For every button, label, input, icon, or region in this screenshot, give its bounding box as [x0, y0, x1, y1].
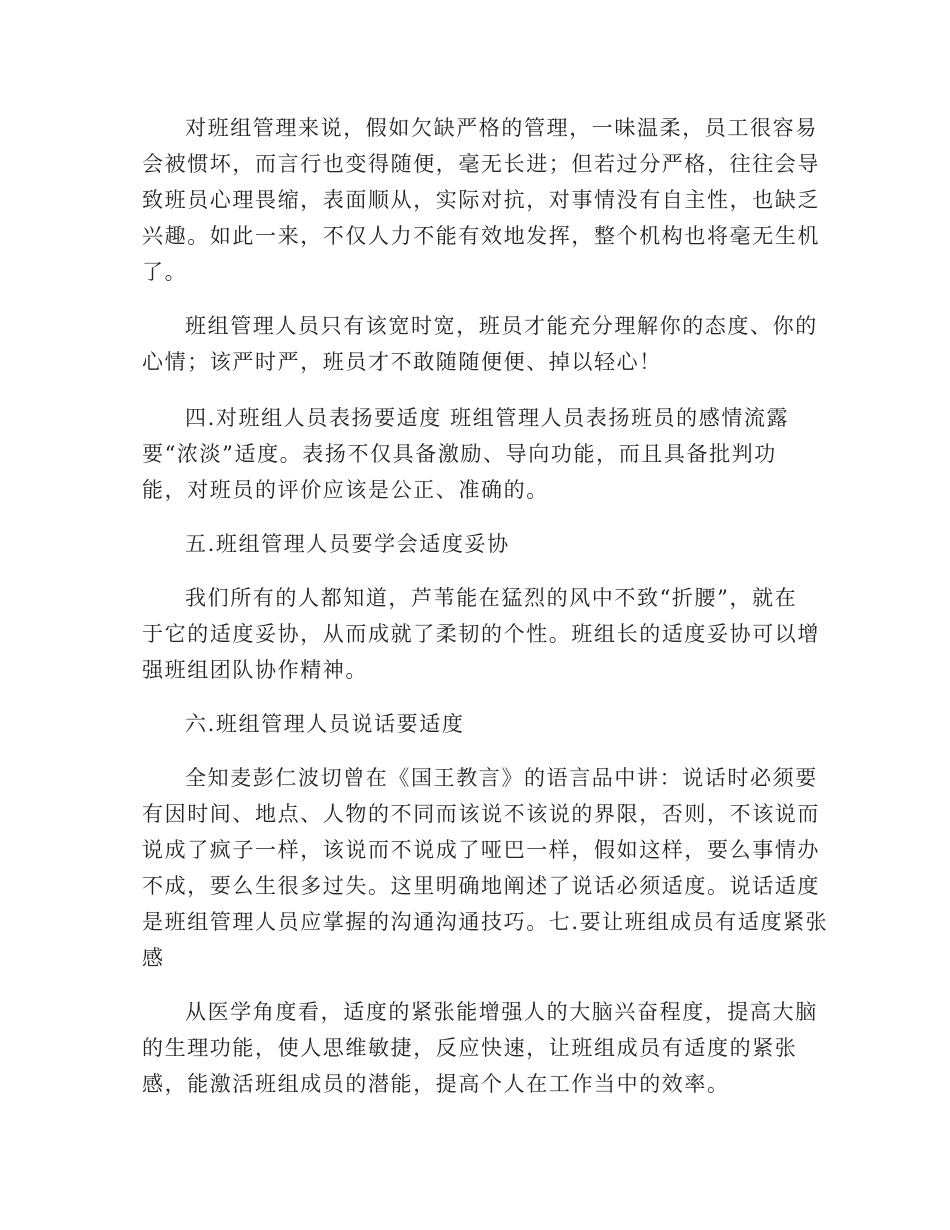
text-line: 有因时间、地点、人物的不同而该说不该说的界限，否则，不该说而: [142, 802, 820, 826]
text-line: 班组管理人员只有该宽时宽，班员才能充分理解你的态度、你的: [185, 314, 818, 338]
text-line: 感，能激活班组成员的潜能，提高个人在工作当中的效率。: [142, 1072, 730, 1096]
text-line: 要“浓淡”适度。表扬不仅具备激励、导向功能，而且具备批判功: [142, 442, 777, 466]
paragraph-speech: [142, 760, 829, 976]
text-line: 对班组管理来说，假如欠缺严格的管理，一味温柔，员工很容易: [185, 116, 818, 140]
text-line: 的生理功能，使人思维敏捷，反应快速，让班组成员有适度的紧张: [142, 1036, 798, 1060]
paragraph-discipline: [142, 110, 820, 290]
text-line: 感: [142, 946, 165, 970]
text-line: 致班员心理畏缩，表面顺从，实际对抗，对事情没有自主性，也缺乏: [142, 188, 820, 212]
paragraph-leniency: [142, 308, 818, 380]
text-line: 说成了疯子一样，该说而不说成了哑巴一样，假如这样，要么事情办: [142, 838, 820, 862]
text-line: 心情；该严时严，班员才不敢随随便便、掉以轻心！: [142, 350, 662, 374]
text-line: 兴趣。如此一来，不仅人力不能有效地发挥，整个机构也将毫无生机: [142, 224, 820, 248]
section-heading-compromise: [142, 526, 807, 562]
text-line: 强班组团队协作精神。: [142, 658, 368, 682]
text-line: 于它的适度妥协，从而成就了柔韧的个性。班组长的适度妥协可以增: [142, 622, 820, 646]
paragraph-praise: [142, 400, 807, 508]
text-line: 全知麦彭仁波切曾在《国王教言》的语言品中讲：说话时必须要: [185, 766, 818, 790]
text-line: 不成，要么生很多过失。这里明确地阐述了说话必须适度。说话适度: [142, 874, 820, 898]
text-line: 是班组管理人员应掌握的沟通沟通技巧。七.要让班组成员有适度紧张: [142, 910, 829, 934]
section-heading-speech: [142, 706, 807, 742]
paragraph-reed: [142, 580, 820, 688]
heading-line: 五.班组管理人员要学会适度妥协: [185, 532, 510, 556]
text-line: 了。: [142, 260, 188, 284]
paragraph-tension: [142, 994, 818, 1102]
text-line: 四.对班组人员表扬要适度 班组管理人员表扬班员的感情流露: [185, 406, 790, 430]
heading-line: 六.班组管理人员说话要适度: [185, 712, 465, 736]
text-line: 能，对班员的评价应该是公正、准确的。: [142, 478, 549, 502]
text-line: 我们所有的人都知道，芦苇能在猛烈的风中不致“折腰”，就在: [185, 586, 798, 610]
text-line: 会被惯坏，而言行也变得随便，毫无长进；但若过分严格，往往会导: [142, 152, 820, 176]
text-line: 从医学角度看，适度的紧张能增强人的大脑兴奋程度，提高大脑: [185, 1000, 818, 1024]
